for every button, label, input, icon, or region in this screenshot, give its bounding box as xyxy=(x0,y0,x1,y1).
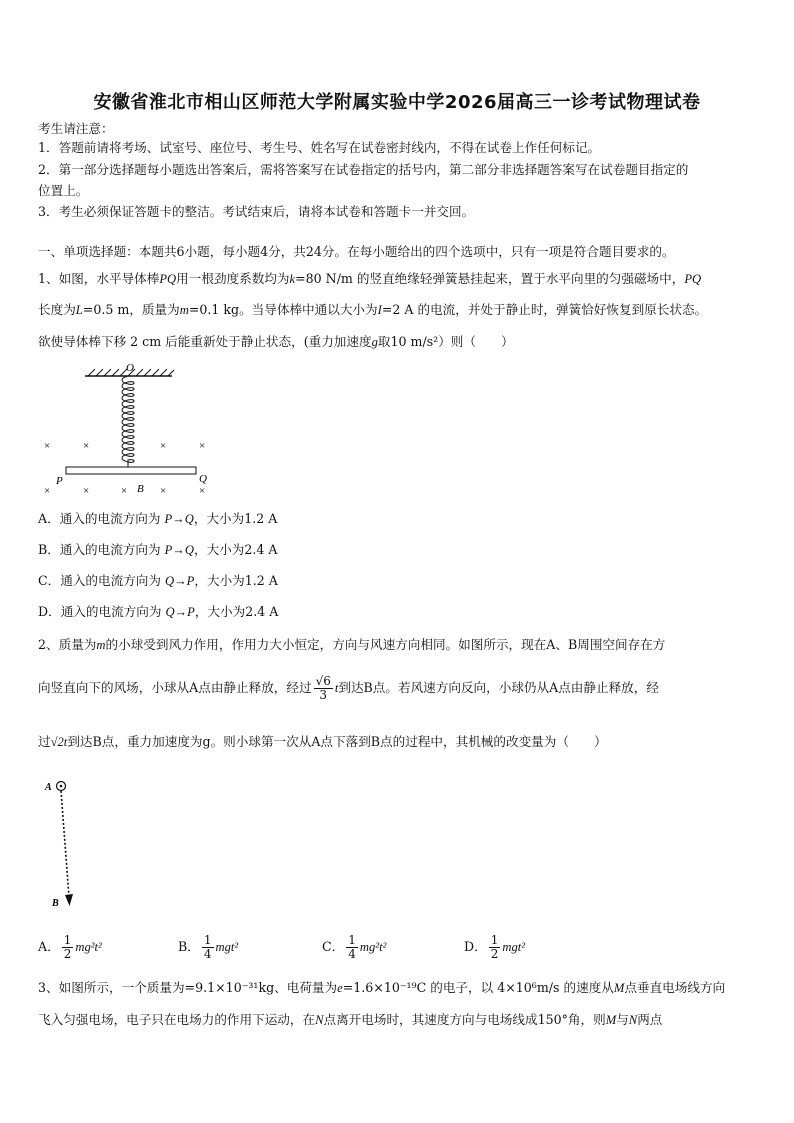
field-cross: × xyxy=(160,440,167,452)
field-cross: × xyxy=(83,485,90,497)
notice-item-1: 1．答题前请将考场、试室号、座位号、考生号、姓名写在试卷密封线内，不得在试卷上作任何标记。 xyxy=(38,140,601,155)
notice-item-2: 2．第一部分选择题每小题选出答案后，需将答案写在试卷指定的括号内，第二部分非选择题答案写在试卷题目指定的 xyxy=(38,162,689,177)
q1-option-c: C．通入的电流方向为 Q→P，大小为1.2 A xyxy=(38,573,278,588)
q1-line-2: 长度为L=0.5 m，质量为m=0.1 kg。当导体棒中通以大小为I=2 A 的电流，并处于静止时，弹簧恰好恢复到原长状态。 xyxy=(38,302,708,317)
q2-option-b: B． $\frac{1}{4}$ mgt² xyxy=(178,933,239,961)
q1-spring-figure xyxy=(40,358,230,498)
q2-option-d: D． $\frac{1}{2}$ mgt² xyxy=(464,933,526,961)
q2-option-c: C． $\frac{1}{4}$ mg²t² xyxy=(322,933,387,961)
dotted-path xyxy=(61,791,69,897)
conductor-rod-PQ xyxy=(66,467,196,474)
label-A: A xyxy=(45,782,52,793)
q1-option-a: A．通入的电流方向为 P→Q，大小为1.2 A xyxy=(38,511,278,526)
q3-line-1: 3、如图所示，一个质量为=9.1×10⁻³¹kg、电荷量为e=1.6×10⁻¹⁹C 的电子，以 4×10⁶m/s 的速度从M点垂直电场线方向 xyxy=(38,980,726,995)
spring xyxy=(122,376,134,468)
field-cross: × xyxy=(199,440,206,452)
field-cross: × xyxy=(121,485,128,497)
notice-item-2-cont: 位置上。 xyxy=(38,183,89,198)
label-O: O xyxy=(126,362,134,374)
exam-title: 安徽省淮北市相山区师范大学附属实验中学2026届高三一诊考试物理试卷 xyxy=(93,92,701,113)
notice-item-3: 3．考生必须保证答题卡的整洁。考试结束后，请将本试卷和答题卡一并交回。 xyxy=(38,204,475,219)
q1-option-b: B．通入的电流方向为 P→Q，大小为2.4 A xyxy=(38,542,278,557)
field-cross: × xyxy=(83,440,90,452)
fraction-sqrt6-over-3: $\frac{√6}{3}$ xyxy=(315,674,331,702)
field-cross: × xyxy=(199,485,206,497)
label-P: P xyxy=(56,475,63,487)
q1-option-d: D．通入的电流方向为 Q→P，大小为2.4 A xyxy=(38,604,279,619)
field-cross: × xyxy=(44,485,51,497)
arrow-head xyxy=(65,894,73,906)
section-1-heading: 一、单项选择题：本题共6小题，每小题4分，共24分。在每小题给出的四个选项中，只有一项是符合题目要求的。 xyxy=(38,244,675,259)
label-B: B xyxy=(137,483,144,495)
field-cross: × xyxy=(44,440,51,452)
q2-line-2: 向竖直向下的风场，小球从A点由静止释放，经过 $\frac{√6}{3}$ t到达B点。若风速方向反向，小球仍从A点由静止释放，经 xyxy=(38,674,659,702)
notice-heading: 考生请注意： xyxy=(38,121,114,136)
q2-line-1: 2、质量为m的小球受到风力作用，作用力大小恒定，方向与风速方向相同。如图所示，现在A、B周围空间存在方 xyxy=(38,637,666,652)
q3-line-2: 飞入匀强电场，电子只在电场力的作用下运动，在N点离开电场时，其速度方向与电场线成150°角，则M与N两点 xyxy=(38,1012,663,1027)
label-Q: Q xyxy=(199,473,207,485)
q1-line-3: 欲使导体棒下移 2 cm 后能重新处于静止状态，(重力加速度g取10 m/s²）则（ ） xyxy=(38,334,514,349)
field-cross: × xyxy=(160,485,167,497)
q1-line-1: 1、如图，水平导体棒PQ用一根劲度系数均为k=80 N/m 的竖直绝缘轻弹簧悬挂起来，置于水平向里的匀强磁场中，PQ xyxy=(38,271,702,286)
q2-options xyxy=(38,932,584,962)
q2-option-a: A． $\frac{1}{2}$ mg²t² xyxy=(38,933,102,961)
q2-fall-figure xyxy=(42,775,92,915)
label-B: B xyxy=(52,898,59,909)
q2-line-3: 过√2t到达B点，重力加速度为g。则小球第一次从A点下落到B点的过程中，其机械的改变量为（ ） xyxy=(38,734,607,749)
